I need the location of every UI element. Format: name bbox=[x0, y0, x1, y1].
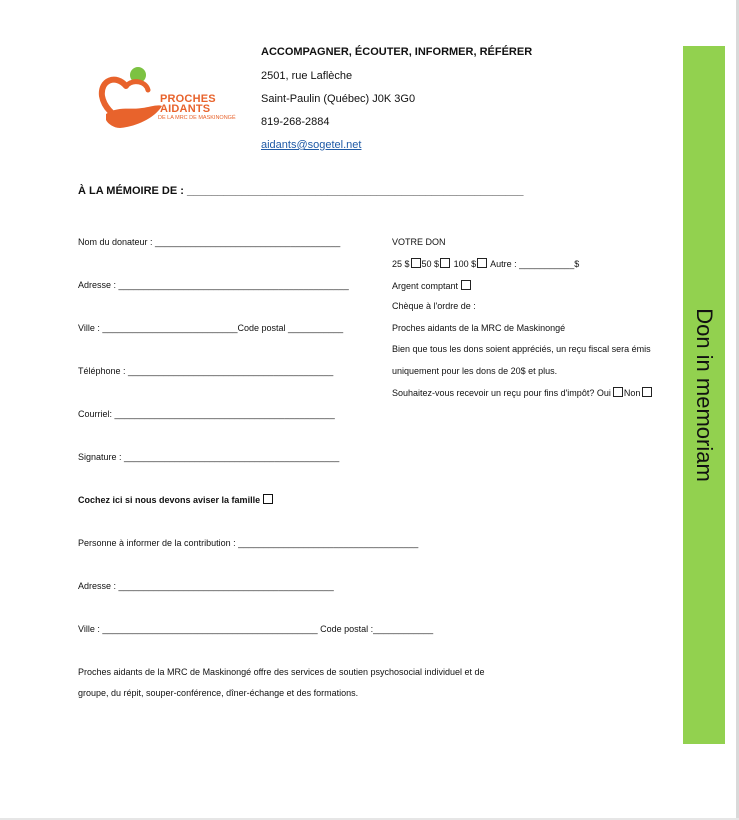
receipt-note-line1: Bien que tous les dons soient appréciés, un reçu fiscal sera émis bbox=[392, 344, 651, 354]
side-banner bbox=[683, 46, 725, 744]
receipt-question-label: Souhaitez-vous recevoir un reçu pour fins d'impôt? Oui bbox=[392, 388, 611, 398]
receipt-no-label: Non bbox=[623, 388, 641, 398]
receipt-no-checkbox[interactable] bbox=[642, 387, 652, 397]
city-field-label: Ville : ___________________________ bbox=[78, 323, 238, 333]
cash-checkbox[interactable] bbox=[461, 280, 471, 290]
header-title: ACCOMPAGNER, ÉCOUTER, INFORMER, RÉFÉRER bbox=[261, 46, 533, 58]
receipt-yes-checkbox[interactable] bbox=[613, 387, 623, 397]
donor-name-field[interactable]: Nom du donateur : _____________________________________ bbox=[78, 237, 341, 247]
email-field[interactable]: Courriel: ____________________________________________ bbox=[78, 409, 335, 419]
footer-text-line2: groupe, du répit, souper-conférence, dîner-échange et des formations. bbox=[78, 688, 359, 698]
phone-field[interactable]: Téléphone : _________________________________________ bbox=[78, 366, 334, 376]
donation-amounts bbox=[392, 258, 579, 270]
amount-25-label: 25 $ bbox=[392, 259, 410, 269]
cash-label: Argent comptant bbox=[392, 281, 459, 291]
person-to-inform-field[interactable]: Personne à informer de la contribution : ____________________________________ bbox=[78, 538, 419, 548]
notify-family-checkbox[interactable] bbox=[263, 494, 273, 504]
notify-family-option bbox=[78, 494, 274, 506]
organization-logo bbox=[96, 66, 236, 132]
city-field[interactable] bbox=[78, 323, 343, 334]
receipt-note-line2: uniquement pour les dons de 20$ et plus. bbox=[392, 366, 558, 376]
person-city-label: Ville : ___________________________________________ bbox=[78, 624, 318, 634]
header-phone: 819-268-2884 bbox=[261, 116, 330, 128]
cash-option bbox=[392, 280, 472, 292]
cheque-payee: Proches aidants de la MRC de Maskinongé bbox=[392, 323, 566, 333]
person-address-field[interactable]: Adresse : ___________________________________________ bbox=[78, 581, 334, 591]
header-email-link[interactable]: aidants@sogetel.net bbox=[261, 139, 362, 151]
memoire-field[interactable]: À LA MÉMOIRE DE : _______________________________________________________ bbox=[78, 185, 524, 197]
amount-50-checkbox[interactable] bbox=[440, 258, 450, 268]
logo-text-mrc: DE LA MRC DE MASKINONGÉ bbox=[158, 115, 236, 121]
amount-50-label: 50 $ bbox=[421, 259, 440, 269]
person-postal-code-field[interactable]: Code postal :____________ bbox=[320, 624, 434, 634]
address-field[interactable]: Adresse : ______________________________________________ bbox=[78, 280, 349, 290]
header-address-street: 2501, rue Laflèche bbox=[261, 70, 353, 82]
side-banner-text: Don in memoriam bbox=[692, 308, 717, 482]
heart-hand-icon bbox=[96, 66, 166, 132]
logo-text-proches: PROCHES bbox=[160, 93, 216, 105]
amount-25-checkbox[interactable] bbox=[411, 258, 421, 268]
header-address-city: Saint-Paulin (Québec) J0K 3G0 bbox=[261, 93, 416, 105]
signature-field[interactable]: Signature : ___________________________________________ bbox=[78, 452, 340, 462]
donation-heading: VOTRE DON bbox=[392, 237, 446, 247]
person-city-field[interactable] bbox=[78, 624, 433, 635]
notify-family-label: Cochez ici si nous devons aviser la famille bbox=[78, 495, 261, 505]
receipt-question bbox=[392, 387, 653, 399]
postal-code-field[interactable]: Code postal ___________ bbox=[237, 323, 344, 333]
amount-100-label: 100 $ bbox=[453, 259, 477, 269]
logo-text-aidants: AIDANTS bbox=[160, 103, 211, 115]
footer-text-line1: Proches aidants de la MRC de Maskinongé offre des services de soutien psychosocial individuel et de bbox=[78, 667, 485, 677]
amount-100-checkbox[interactable] bbox=[477, 258, 487, 268]
cheque-label: Chèque à l'ordre de : bbox=[392, 301, 476, 311]
amount-other-label[interactable]: Autre : ___________$ bbox=[490, 259, 580, 269]
